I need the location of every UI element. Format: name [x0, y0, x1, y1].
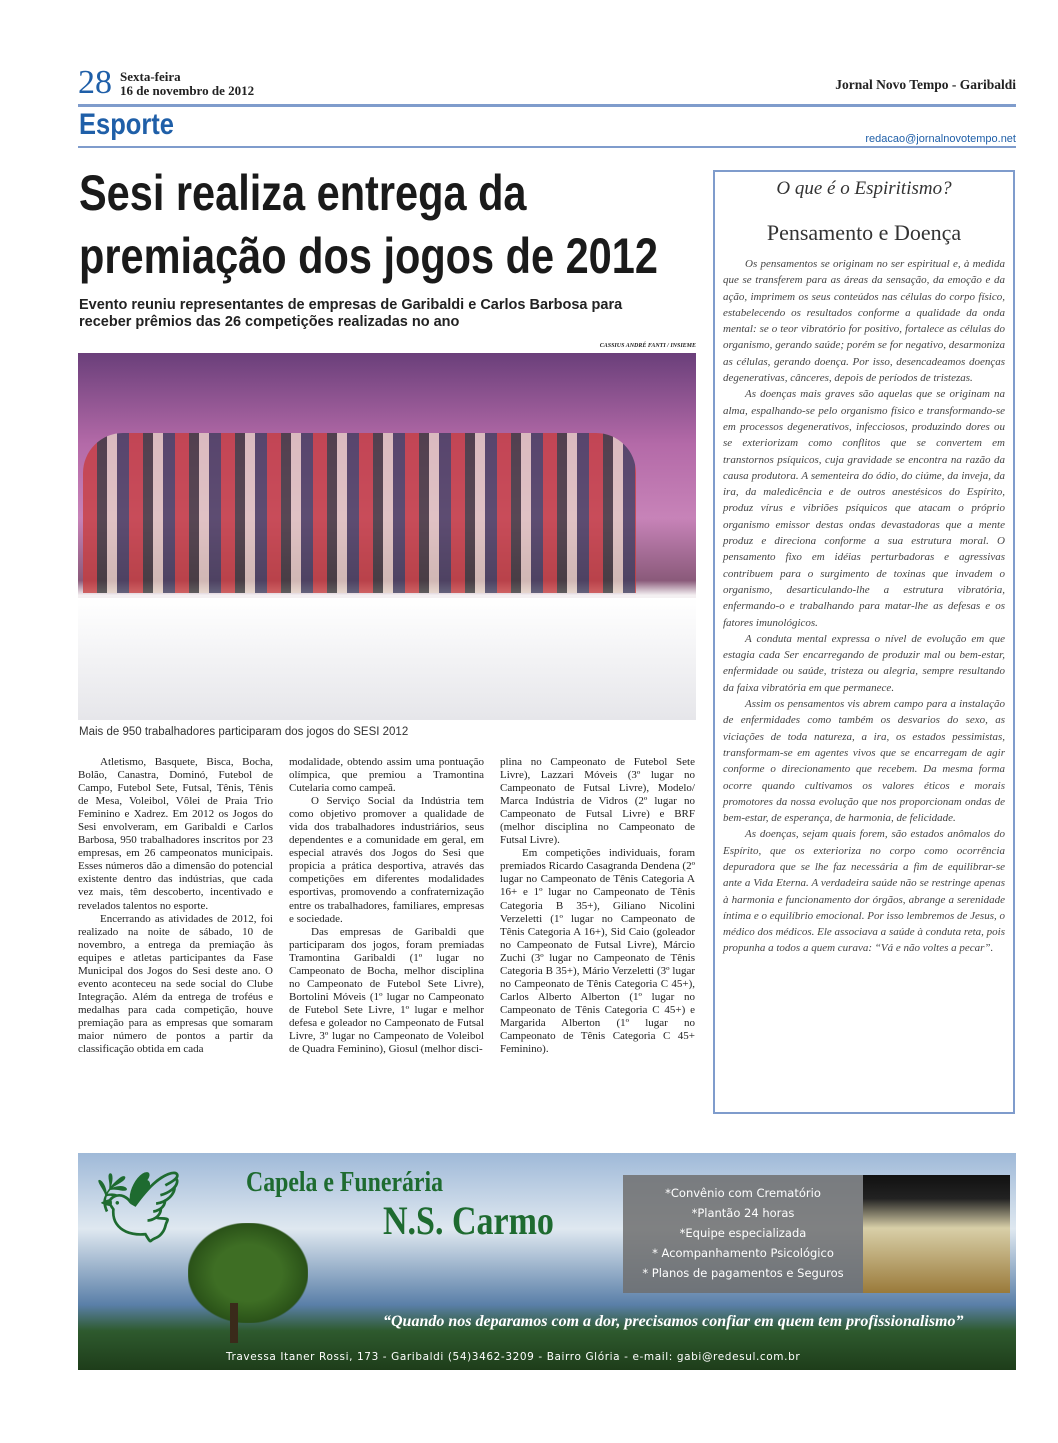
paragraph: A conduta mental expressa o nível de evolução em que estagia cada Ser encarregando de produzir mal ou bem-estar, enfermidade ou saúde, tristeza ou alegria, sempre resultando da faixa vibratória em que permanece.	[723, 632, 1005, 694]
tree-image	[188, 1223, 308, 1323]
photo-caption: Mais de 950 trabalhadores participaram dos jogos do SESI 2012	[79, 726, 409, 738]
trophy-tables-image	[78, 598, 696, 720]
article-column-1	[78, 756, 273, 1056]
paragraph: modalidade, obtendo assim uma pontuação olímpica, que premiou a Tramontina Cutelaria como campeã.	[289, 756, 484, 795]
newspaper-name: Jornal Novo Tempo - Garibaldi	[835, 77, 1016, 92]
article-column-2	[289, 756, 484, 1056]
paragraph: As doenças mais graves são aquelas que se originam na alma, espalhando-se pelo organismo físico e transformando-se em processos degenerativos, infecciosos, produzindo dores ou se exteriorizam como conflitos que se convertem em transtornos psíquicos, cuja gravidade se encontra na razão da causa produtora. A sementeira do ódio, do ciúme, da inveja, da ira, da maledicência e de outros anestésicos do Espírito, produz vírus e vibriões psíquicos que atacam o próprio organismo emissor destas ondas devastadoras que a mente produz e direciona conforme a sua estrutura moral. O pensamento fixo em idéias perturbadoras e agressivas contribuem para o surgimento de toxinas que invadem o organismo, desarticulando-lhe a estrutura vibratória, enfermando-o e trabalhando para matar-lhe as defesas e os fatores imunológicos.	[723, 388, 1005, 629]
subtitle: Evento reuniu representantes de empresas de Garibaldi e Carlos Barbosa para receber prêmios das 26 competições realizadas no ano	[79, 297, 623, 330]
paragraph: Atletismo, Basquete, Bisca, Bocha, Bolão, Canastra, Dominó, Futebol de Campo, Futebol Sete, Futsal, Tênis, Tênis de Mesa, Voleibol, Vôlei de Praia Trio Feminino e Xadrez. Em 2012 os Jogos do Sesi envolveram, em Garibaldi e Carlos Barbosa, 950 trabalhadores inscritos por 23 empresas, em 26 campeonatos municipais. Esses números dão a dimensão do potencial existente dentro das indústrias, que cada vez mais, têm descoberto, incentivado e revelados talentos no esporte.	[78, 756, 273, 912]
service-item: *Plantão 24 horas	[691, 1206, 795, 1220]
paragraph: Encerrando as atividades de 2012, foi realizado na noite de sábado, 10 de novembro, a entrega da premiação às equipes e atletas participantes da Fase Municipal dos Jogos do Sesi deste ano. O evento aconteceu na sede social do Clube Integração. Além da entrega de troféus e medalhas para cada competição, houve premiação para as empresas que somaram maior número de pontos a partir da classificação obtida em cada	[78, 912, 273, 1056]
paragraph: Em competições individuais, foram premiados Ricardo Casagranda Dendena (2º lugar no Campeonato de Tênis Categoria A 16+ e 1º lugar no Campeonato de Tênis Categoria B 35+), Giliano Nicolini Verzeletti (1º lugar no Campeonato de Tênis Categoria A 16+), Sid Caio (goleador no Campeonato de Futsal Livre), Márcio Zuchi (3º lugar no Campeonato de Tênis Categoria B 35+), Mário Verzeletti (3º lugar no Campeonato de Tênis Categoria C 45+), Carlos Alberto Alberton (1º lugar no Campeonato de Tênis Categoria C 45+) e Margarida Alberton (1º lugar no Campeonato de Tênis Categoria C 45+ Feminino).	[500, 847, 695, 1056]
ad-address: Travessa Itaner Rossi, 173 - Garibaldi (54)3462-3209 - Bairro Glória - e-mail: gabi@redesul.com.br	[226, 1351, 801, 1363]
service-item: *Equipe especializada	[679, 1226, 807, 1240]
service-item: * Acompanhamento Psicológico	[652, 1246, 834, 1260]
dove-icon: 🕊	[94, 1170, 183, 1247]
paragraph: Assim os pensamentos vis abrem campo para a instalação de enfermidades como também os desvarios do sexo, as viciações de toda natureza, a ira, os estados pessimistas, transformam-se em agentes vivos que se encarregam de agir conforme o direcionamento que recebem. Da mesma forma ocorre quando cultivamos os valores éticos e morais promotores da nossa evolução que nos proporcionam ondas de bem-estar, de esperança, de harmonia, de felicidade.	[723, 698, 1005, 825]
service-item: * Planos de pagamentos e Seguros	[642, 1266, 844, 1280]
sidebar-body	[723, 256, 1005, 957]
paragraph: Das empresas de Garibaldi que participaram dos jogos, foram premiadas Tramontina Garibaldi (1º lugar no Campeonato de Bocha, melhor disciplina no Campeonato de Futebol Sete Livre), Bortolini Móveis (1º lugar no Campeonato de Futebol Sete Livre, 1º lugar e melhor defesa e goleador no Campeonato de Futsal Livre, 3º lugar no Campeonato de Voleibol de Quadra Feminino), Giosul (melhor disci-	[289, 925, 484, 1056]
paragraph: O Serviço Social da Indústria tem como objetivo promover a qualidade de vida dos trabalhadores industriários, seus dependentes e a comunidade em geral, em especial através dos Jogos do Sesi que propicia a prática desportiva, através das competições em diferentes modalidades esportivas, promovendo a confraternização entre os trabalhadores, familiares, empresas e sociedade.	[289, 795, 484, 925]
article-column-3	[500, 756, 695, 1056]
divider	[78, 146, 1016, 148]
sidebar-heading: Pensamento e Doença	[766, 220, 962, 245]
divider	[78, 104, 1016, 107]
sidebar-box	[713, 170, 1015, 1114]
event-photo	[78, 353, 696, 720]
section-title: Esporte	[79, 108, 174, 141]
service-item: *Convênio com Crematório	[665, 1186, 821, 1200]
paragraph: As doenças, sejam quais forem, são estados anômalos do Espírito, que os exterioriza no corpo como ocorrência depuradora que se lhe faz necessária a fim de equilibrar-se ante a Vida Eterna. A verdadeira saúde não se restringe apenas à harmonia e funcionamento dor órgãos, abrange a serenidade íntima e o equilíbrio emocional. Por isso lembremos de Jesus, o médico dos médicos. Ele associava a saúde à conduta reta, pois propunha a todos a quem curava: “Vá e não voltes a pecar”.	[723, 828, 1005, 955]
date: 16 de novembro de 2012	[120, 83, 255, 98]
sidebar-title: O que é o Espiritismo?	[776, 178, 952, 199]
paragraph: plina no Campeonato de Futebol Sete Livre), Lazzari Móveis (3º lugar no Campeonato de Futsal Livre), Modelo/ Marca Indústria de Vidros (2º lugar no Campeonato de Futsal Livre) e BRF (melhor disciplina no Campeonato de Futsal Livre).	[500, 756, 695, 847]
chapel-building-image	[863, 1175, 1010, 1293]
issue-date	[120, 70, 254, 98]
photo-credit: CASSIUS ANDRÉ FANTI / INSIEME	[599, 343, 696, 349]
headline-line-2: premiação dos jogos de 2012	[79, 228, 658, 284]
weekday: Sexta-feira	[120, 69, 181, 84]
funeral-home-ad	[78, 1153, 1016, 1370]
ad-services-list	[623, 1175, 863, 1293]
ad-slogan: “Quando nos deparamos com a dor, precisamos confiar em quem tem profissionalismo”	[383, 1313, 964, 1330]
tree-trunk	[230, 1303, 238, 1343]
contact-email[interactable]: redacao@jornalnovotempo.net	[865, 133, 1016, 145]
page-number: 28	[78, 64, 112, 101]
paragraph: Os pensamentos se originam no ser espiritual e, à medida que se transferem para as áreas da sensação, da emoção e da ação, imprimem os seus conteúdos nas células do corpo físico, estabelecendo os resultados conforme a qualidade da onda mental: se o teor vibratório for positivo, fortalece as células do organismo, gerando saúde; porém se for negativo, desarmoniza as células, gerando doença. Por isso, desencadeamos doenças degenerativas, cânceres, depois de períodos de tristezas.	[723, 258, 1005, 385]
ad-brand-line-1: Capela e Funerária	[246, 1167, 443, 1198]
ad-brand-line-2: N.S. Carmo	[383, 1198, 554, 1243]
crowd-image	[83, 433, 636, 593]
headline-line-1: Sesi realiza entrega da	[79, 165, 527, 221]
